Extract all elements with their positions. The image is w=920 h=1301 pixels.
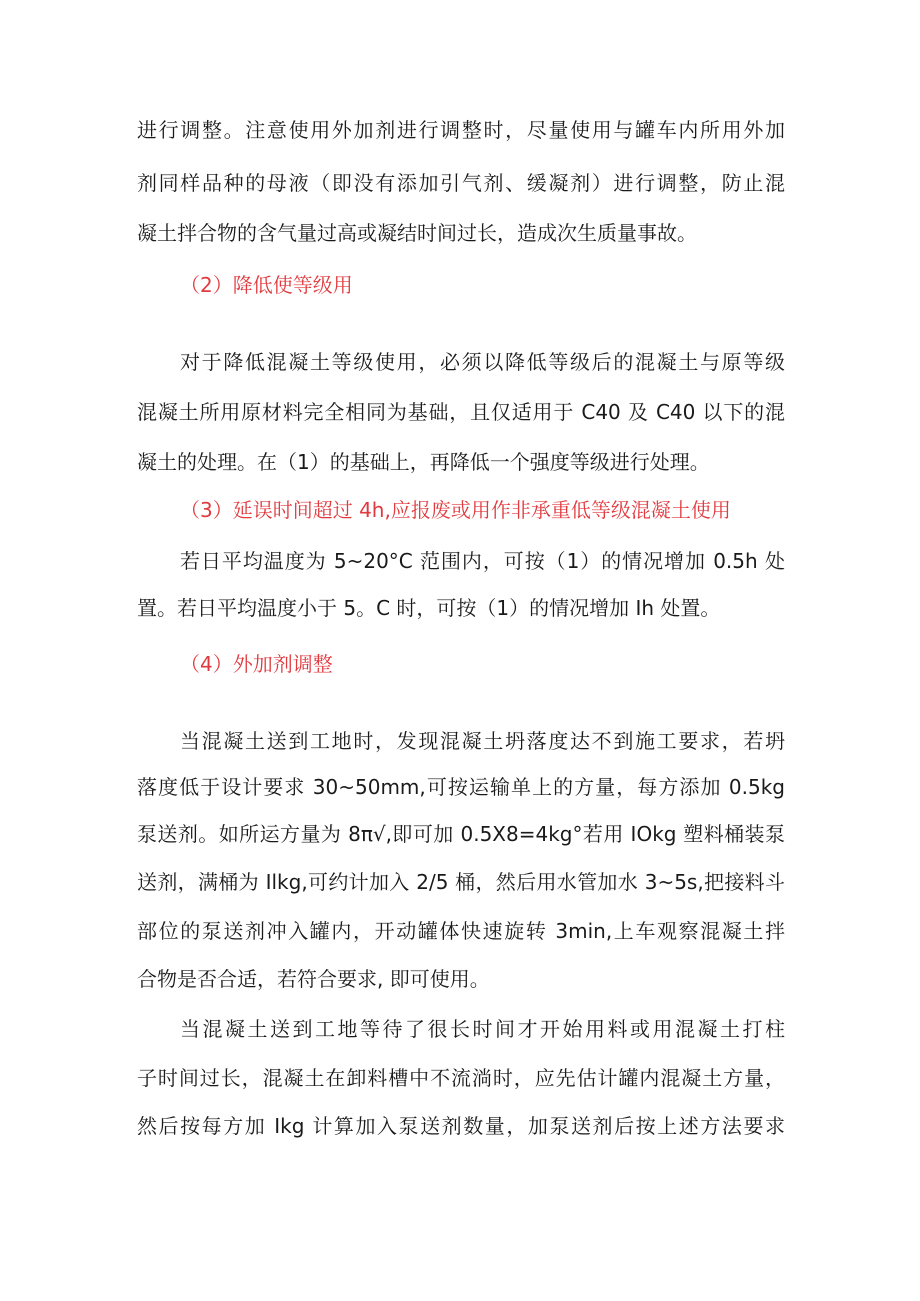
section-heading-3: （3）延误时间超过 4h,应报废或用作非承重低等级混凝土使用 <box>180 498 731 522</box>
paragraph-line: 当混凝土送到工地等待了很长时间才开始用料或用混凝土打柱 <box>180 1017 785 1041</box>
paragraph-line: 部位的泵送剂冲入罐内，开动罐体快速旋转 3min,上车观察混凝土拌 <box>137 919 785 943</box>
paragraph-line: 泵送剂。如所运方量为 8π√,即可加 0.5X8=4kg°若用 IOkg 塑料桶装泵 <box>137 822 785 846</box>
paragraph-line: 合物是否合适，若符合要求, 即可使用。 <box>137 967 490 991</box>
paragraph-line: 然后按每方加 Ikg 计算加入泵送剂数量，加泵送剂后按上述方法要求 <box>137 1114 785 1138</box>
paragraph-line: 当混凝土送到工地时，发现混凝土坍落度达不到施工要求，若坍 <box>180 729 785 753</box>
paragraph-line: 剂同样品种的母液（即没有添加引气剂、缓凝剂）进行调整，防止混 <box>137 171 785 195</box>
paragraph-line: 对于降低混凝土等级使用，必须以降低等级后的混凝土与原等级 <box>180 350 785 374</box>
paragraph-line: 送剂，满桶为 Ilkg,可约计加入 2/5 桶，然后用水管加水 3~5s,把接料斗 <box>137 870 785 894</box>
paragraph-line: 置。若日平均温度小于 5。C 时，可按（1）的情况增加 Ih 处置。 <box>137 596 721 620</box>
paragraph-line: 进行调整。注意使用外加剂进行调整时，尽量使用与罐车内所用外加 <box>137 118 785 142</box>
section-heading-4: （4）外加剂调整 <box>180 652 333 676</box>
section-heading-2: （2）降低使等级用 <box>180 273 353 297</box>
paragraph-line: 若日平均温度为 5~20°C 范围内，可按（1）的情况增加 0.5h 处 <box>180 549 785 573</box>
paragraph-line: 混凝土所用原材料完全相同为基础，且仅适用于 C40 及 C40 以下的混 <box>137 400 785 424</box>
paragraph-line: 落度低于设计要求 30~50mm,可按运输单上的方量，每方添加 0.5kg <box>137 775 785 799</box>
paragraph-line: 凝土拌合物的含气量过高或凝结时间过长，造成次生质量事故。 <box>137 221 697 245</box>
paragraph-line: 子时间过长，混凝土在卸料槽中不流淌时，应先估计罐内混凝土方量， <box>137 1066 785 1090</box>
paragraph-line: 凝土的处理。在（1）的基础上，再降低一个强度等级进行处理。 <box>137 450 710 474</box>
